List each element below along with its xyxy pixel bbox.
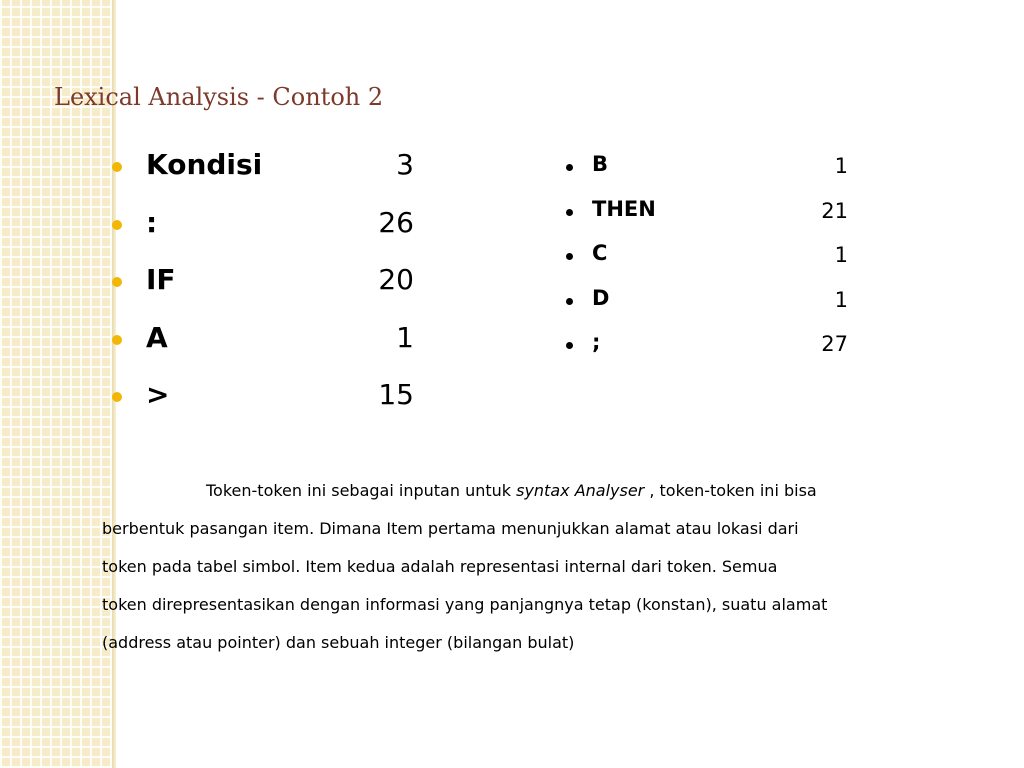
- list-item: [560, 146, 860, 191]
- decorative-side-band: [0, 0, 112, 768]
- token-term: THEN: [592, 196, 656, 221]
- paragraph-line: [102, 472, 922, 510]
- token-term: B: [592, 152, 609, 176]
- token-term: C: [592, 241, 608, 265]
- token-value: 1: [834, 243, 848, 267]
- bullet-icon: [112, 162, 122, 172]
- list-item: [560, 235, 860, 280]
- list-item: [108, 372, 428, 430]
- token-value: 1: [834, 287, 848, 312]
- slide-title: Lexical Analysis - Contoh 2: [54, 83, 384, 111]
- paragraph-line: token direpresentasikan dengan informasi yang panjangnya tetap (konstan), suatu alamat: [102, 595, 828, 614]
- token-value: 15: [378, 378, 414, 411]
- token-term: D: [592, 285, 610, 310]
- bullet-icon: [112, 220, 122, 230]
- list-item: [108, 142, 428, 200]
- bullet-icon: [566, 164, 573, 171]
- token-value: 27: [821, 332, 848, 356]
- token-value: 3: [396, 148, 414, 181]
- token-term: ;: [592, 330, 601, 354]
- token-value: 26: [378, 205, 414, 239]
- paragraph-line: berbentuk pasangan item. Dimana Item pertama menunjukkan alamat atau lokasi dari: [102, 519, 799, 538]
- bullet-icon: [566, 209, 573, 216]
- list-item: [108, 315, 428, 373]
- token-value: 1: [396, 320, 414, 354]
- explanation-paragraph: [102, 472, 922, 662]
- left-token-list: [108, 142, 428, 430]
- token-value: 20: [378, 263, 414, 296]
- token-term: Kondisi: [146, 148, 263, 181]
- token-term: :: [146, 205, 158, 239]
- list-item: [560, 324, 860, 369]
- token-term: A: [146, 320, 168, 354]
- list-item: [108, 200, 428, 258]
- paragraph-text: , token-token ini bisa: [644, 481, 817, 500]
- list-item: [560, 280, 860, 325]
- list-item: [108, 257, 428, 315]
- bullet-icon: [566, 342, 573, 349]
- paragraph-italic-term: syntax Analyser: [516, 481, 645, 500]
- paragraph-text: Token-token ini sebagai inputan untuk: [206, 481, 517, 500]
- bullet-icon: [112, 392, 122, 402]
- token-term: >: [146, 378, 170, 411]
- paragraph-line: token pada tabel simbol. Item kedua adalah representasi internal dari token. Semua: [102, 557, 778, 576]
- list-item: [560, 191, 860, 236]
- right-token-list: [560, 146, 860, 369]
- bullet-icon: [112, 335, 122, 345]
- bullet-icon: [112, 277, 122, 287]
- bullet-icon: [566, 298, 573, 305]
- token-term: IF: [146, 263, 176, 296]
- bullet-icon: [566, 253, 573, 260]
- token-value: 1: [834, 154, 848, 178]
- token-value: 21: [821, 198, 848, 223]
- paragraph-line: (address atau pointer) dan sebuah integer (bilangan bulat): [102, 633, 575, 652]
